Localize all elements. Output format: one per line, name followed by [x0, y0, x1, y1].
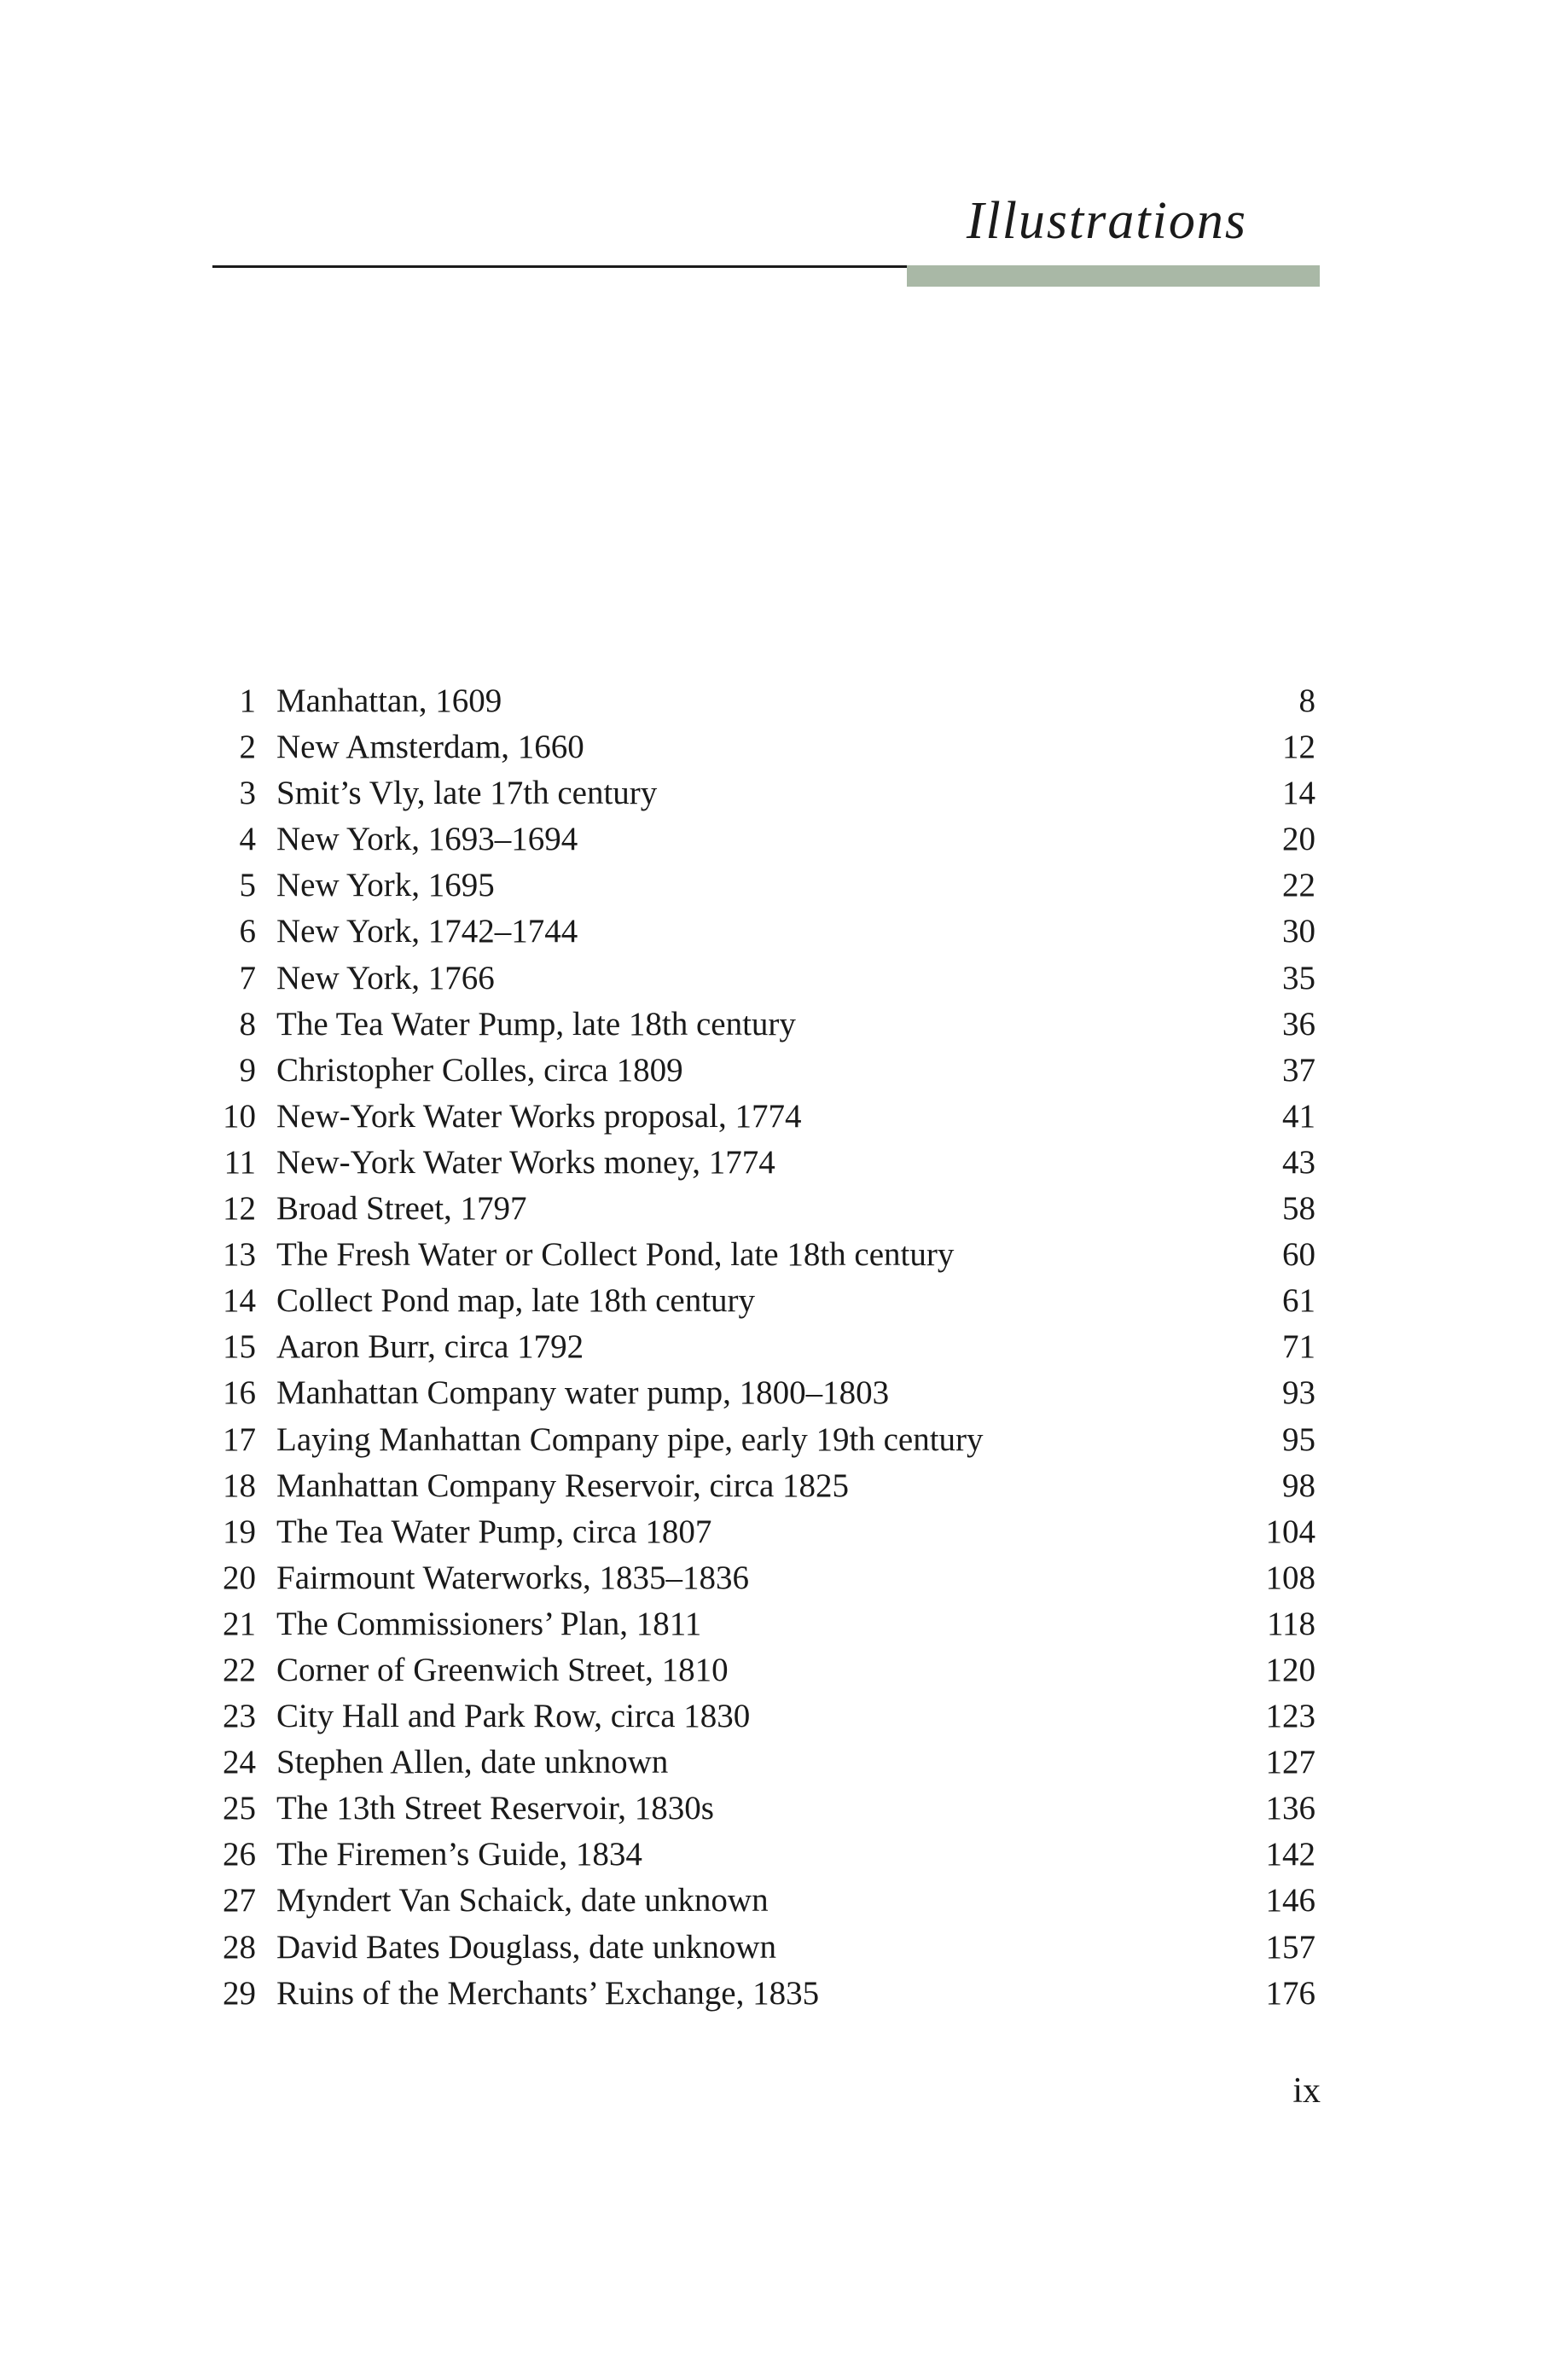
- illustration-title: The Tea Water Pump, late 18th century: [276, 1005, 796, 1043]
- illustration-number: 17: [223, 1420, 256, 1458]
- illustration-title: Laying Manhattan Company pipe, early 19th century: [276, 1420, 984, 1458]
- illustration-title: New-York Water Works proposal, 1774: [276, 1097, 802, 1135]
- illustration-title: Collect Pond map, late 18th century: [276, 1282, 756, 1320]
- illustration-number: 22: [223, 1651, 256, 1688]
- illustration-number: 26: [223, 1836, 256, 1873]
- list-item: [0, 955, 1568, 1002]
- illustration-number: 15: [223, 1328, 256, 1366]
- illustration-page: 41: [1282, 1097, 1315, 1135]
- illustration-title: Christopher Colles, circa 1809: [276, 1051, 683, 1089]
- illustration-number: 23: [223, 1698, 256, 1735]
- illustration-page: 95: [1282, 1420, 1315, 1458]
- illustration-number: 1: [239, 682, 256, 719]
- illustration-page: 37: [1282, 1051, 1315, 1089]
- header-accent-bar: [907, 265, 1320, 287]
- illustration-number: 10: [223, 1097, 256, 1135]
- illustration-page: 14: [1282, 775, 1315, 812]
- illustration-title: The Fresh Water or Collect Pond, late 18th century: [276, 1236, 955, 1274]
- illustration-title: The Firemen’s Guide, 1834: [276, 1836, 642, 1873]
- list-item: [0, 1647, 1568, 1693]
- list-item: [0, 1417, 1568, 1463]
- illustration-title: The 13th Street Reservoir, 1830s: [276, 1790, 714, 1827]
- illustration-page: 146: [1265, 1882, 1315, 1920]
- illustration-number: 14: [223, 1282, 256, 1320]
- illustration-page: 20: [1282, 821, 1315, 858]
- illustration-number: 21: [223, 1605, 256, 1642]
- illustration-number: 29: [223, 1974, 256, 2012]
- illustration-number: 12: [223, 1190, 256, 1228]
- illustration-number: 3: [239, 775, 256, 812]
- illustration-number: 4: [239, 821, 256, 858]
- illustration-number: 19: [223, 1513, 256, 1550]
- illustration-number: 16: [223, 1374, 256, 1412]
- illustration-number: 18: [223, 1467, 256, 1504]
- illustration-page: 123: [1265, 1698, 1315, 1735]
- illustration-title: Fairmount Waterworks, 1835–1836: [276, 1559, 749, 1596]
- page-number: ix: [1292, 2071, 1321, 2111]
- illustration-page: 142: [1265, 1836, 1315, 1873]
- illustration-title: Smit’s Vly, late 17th century: [276, 775, 658, 812]
- list-item: [0, 1925, 1568, 1971]
- illustration-title: Myndert Van Schaick, date unknown: [276, 1882, 769, 1920]
- illustration-title: Corner of Greenwich Street, 1810: [276, 1651, 729, 1688]
- illustration-title: Broad Street, 1797: [276, 1190, 527, 1228]
- illustration-number: 9: [239, 1051, 256, 1089]
- illustration-page: 127: [1265, 1744, 1315, 1781]
- illustration-title: City Hall and Park Row, circa 1830: [276, 1698, 751, 1735]
- list-item: [0, 863, 1568, 909]
- illustration-page: 157: [1265, 1928, 1315, 1966]
- illustration-page: 104: [1265, 1513, 1315, 1550]
- illustration-page: 12: [1282, 729, 1315, 766]
- illustration-number: 5: [239, 867, 256, 904]
- illustration-title: New York, 1742–1744: [276, 913, 578, 950]
- illustration-number: 27: [223, 1882, 256, 1920]
- illustration-title: David Bates Douglass, date unknown: [276, 1928, 776, 1966]
- list-item: [0, 909, 1568, 955]
- illustration-page: 43: [1282, 1143, 1315, 1181]
- illustration-page: 60: [1282, 1236, 1315, 1274]
- illustration-number: 24: [223, 1744, 256, 1781]
- list-item: [0, 1370, 1568, 1416]
- list-item: [0, 1278, 1568, 1324]
- page-title: Illustrations: [966, 192, 1247, 250]
- list-item: [0, 1601, 1568, 1647]
- illustration-page: 35: [1282, 959, 1315, 996]
- illustration-page: 120: [1265, 1651, 1315, 1688]
- list-item: [0, 1740, 1568, 1786]
- list-item: [0, 1971, 1568, 2017]
- list-item: [0, 1509, 1568, 1555]
- list-item: [0, 1832, 1568, 1878]
- illustration-page: 118: [1266, 1605, 1315, 1642]
- illustration-title: Manhattan Company water pump, 1800–1803: [276, 1374, 890, 1412]
- illustration-title: Aaron Burr, circa 1792: [276, 1328, 584, 1366]
- illustration-number: 28: [223, 1928, 256, 1966]
- illustration-number: 8: [239, 1005, 256, 1043]
- illustration-page: 58: [1282, 1190, 1315, 1228]
- list-item: [0, 1786, 1568, 1832]
- list-item: [0, 1463, 1568, 1509]
- list-item: [0, 816, 1568, 863]
- illustration-page: 108: [1265, 1559, 1315, 1596]
- illustration-page: 30: [1282, 913, 1315, 950]
- list-item: [0, 1186, 1568, 1232]
- list-item: [0, 1324, 1568, 1370]
- list-item: [0, 678, 1568, 724]
- list-item: [0, 1002, 1568, 1048]
- illustration-title: Ruins of the Merchants’ Exchange, 1835: [276, 1974, 820, 2012]
- illustration-number: 13: [223, 1236, 256, 1274]
- list-item: [0, 1555, 1568, 1601]
- list-item: [0, 1232, 1568, 1278]
- illustration-title: Manhattan, 1609: [276, 682, 502, 719]
- list-item: [0, 770, 1568, 816]
- illustration-page: 36: [1282, 1005, 1315, 1043]
- list-item: [0, 1878, 1568, 1924]
- illustration-page: 93: [1282, 1374, 1315, 1412]
- illustration-title: Stephen Allen, date unknown: [276, 1744, 669, 1781]
- illustrations-list: [0, 678, 1568, 2017]
- illustration-number: 11: [224, 1143, 256, 1181]
- list-item: [0, 1693, 1568, 1740]
- list-item: [0, 724, 1568, 770]
- illustration-number: 6: [239, 913, 256, 950]
- illustration-title: New York, 1693–1694: [276, 821, 578, 858]
- illustration-number: 25: [223, 1790, 256, 1827]
- illustration-title: The Tea Water Pump, circa 1807: [276, 1513, 712, 1550]
- illustration-title: The Commissioners’ Plan, 1811: [276, 1605, 702, 1642]
- illustration-page: 71: [1282, 1328, 1315, 1366]
- illustration-page: 22: [1282, 867, 1315, 904]
- header-rule: [212, 265, 910, 268]
- illustration-page: 176: [1265, 1974, 1315, 2012]
- illustration-page: 61: [1282, 1282, 1315, 1320]
- list-item: [0, 1140, 1568, 1186]
- illustration-page: 98: [1282, 1467, 1315, 1504]
- illustration-title: Manhattan Company Reservoir, circa 1825: [276, 1467, 849, 1504]
- illustration-title: New-York Water Works money, 1774: [276, 1143, 775, 1181]
- illustration-page: 8: [1298, 682, 1315, 719]
- list-item: [0, 1094, 1568, 1140]
- illustration-title: New York, 1695: [276, 867, 495, 904]
- illustration-page: 136: [1265, 1790, 1315, 1827]
- illustration-title: New York, 1766: [276, 959, 495, 996]
- illustration-number: 7: [239, 959, 256, 996]
- list-item: [0, 1048, 1568, 1094]
- illustration-number: 20: [223, 1559, 256, 1596]
- illustration-number: 2: [239, 729, 256, 766]
- illustration-title: New Amsterdam, 1660: [276, 729, 584, 766]
